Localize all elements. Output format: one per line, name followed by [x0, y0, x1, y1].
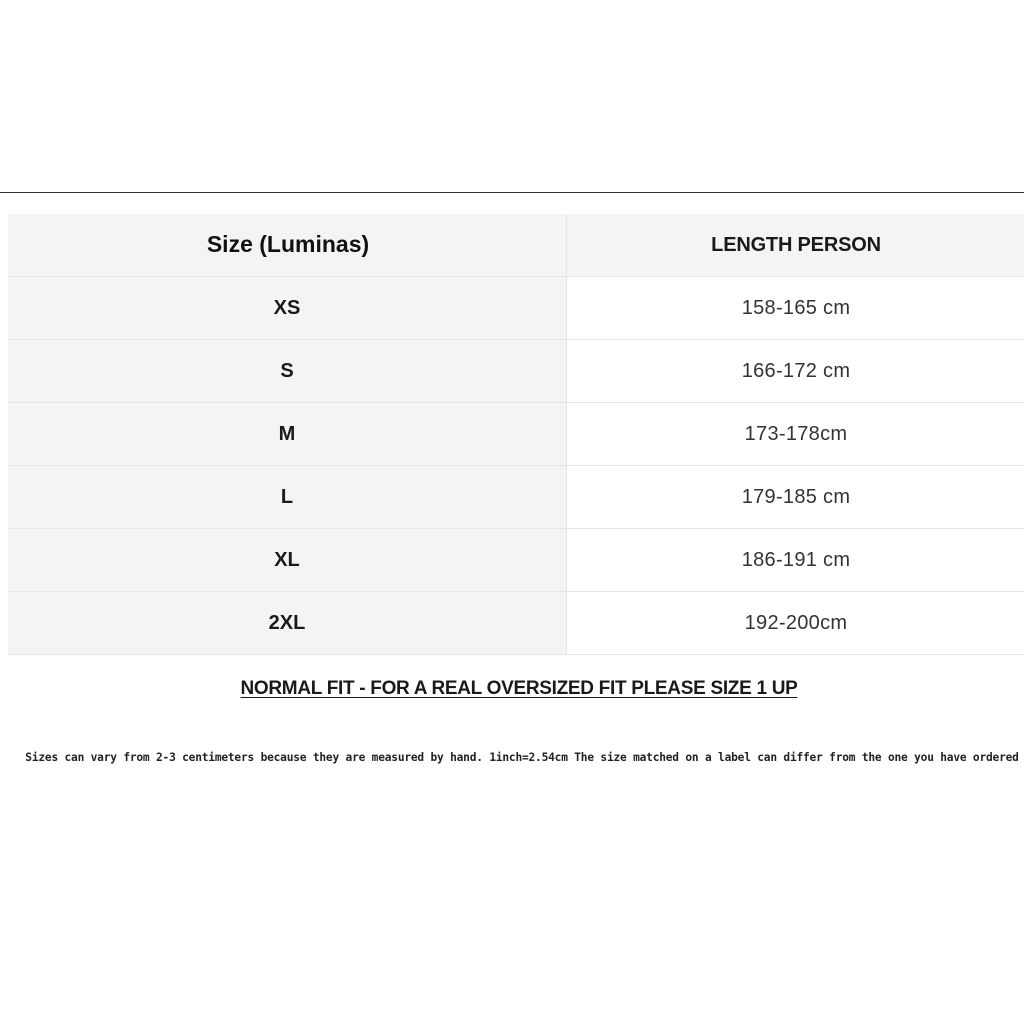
table-header-row [8, 214, 1024, 277]
length-cell: 192-200cm [567, 592, 1024, 655]
length-column-header: LENGTH PERSON [567, 214, 1024, 277]
length-cell: 173-178cm [567, 403, 1024, 466]
length-cell: 186-191 cm [567, 529, 1024, 592]
measurement-disclaimer: Sizes can vary from 2-3 centimeters because they are measured by hand. 1inch=2.54cm The size matched on a label can differ from the one you have ordered [25, 751, 1019, 764]
size-cell: 2XL [8, 592, 567, 655]
size-cell: XS [8, 277, 567, 340]
table-row [8, 592, 1024, 655]
size-column-header-label: Size (Luminas) [206, 230, 370, 257]
size-cell: S [8, 340, 567, 403]
length-cell: 166-172 cm [567, 340, 1024, 403]
table-row [8, 277, 1024, 340]
table-row [8, 340, 1024, 403]
length-cell: 179-185 cm [567, 466, 1024, 529]
fit-note-text: NORMAL FIT - FOR A REAL OVERSIZED FIT PLEASE SIZE 1 UP [240, 678, 798, 699]
size-cell: M [8, 403, 567, 466]
size-chart-table [8, 214, 1024, 655]
size-column-header [8, 214, 567, 277]
size-cell: L [8, 466, 567, 529]
size-cell: XL [8, 529, 567, 592]
table-row [8, 403, 1024, 466]
fit-note [0, 678, 1024, 700]
top-divider [0, 192, 1024, 193]
table-row [8, 466, 1024, 529]
length-cell: 158-165 cm [567, 277, 1024, 340]
table-row [8, 529, 1024, 592]
